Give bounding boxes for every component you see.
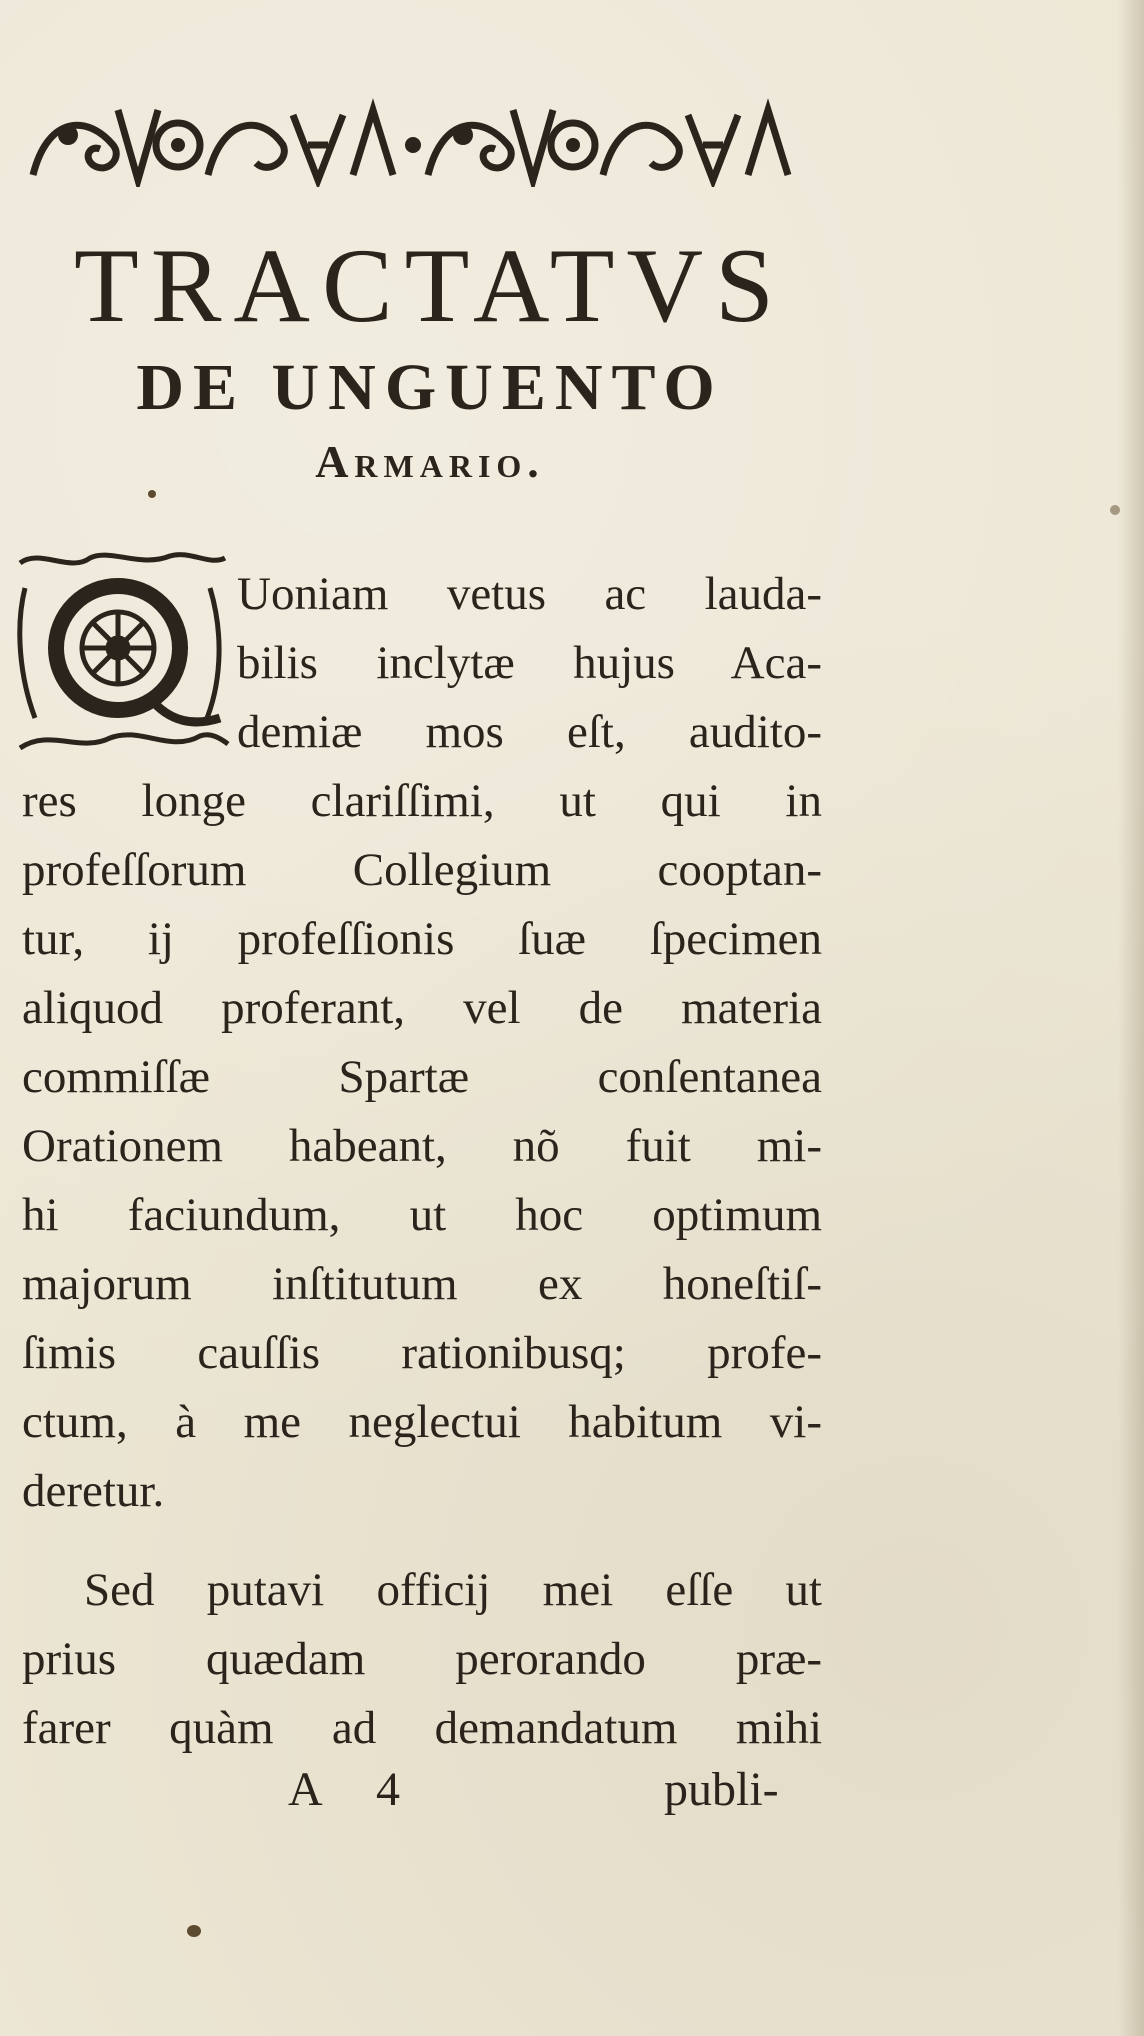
text-line: tur, ij profeſſionis ſuæ ſpecimen [22,913,822,965]
text-line: Sed putavi officij mei eſſe ut [84,1564,822,1616]
ornament-unit [428,110,788,180]
paper-speck [148,490,156,498]
headpiece-ornament [28,95,808,187]
title-subtitle-armario: Armario. [315,436,545,487]
text-line: farer quàm ad demandatum mihi [22,1702,822,1754]
title-main: TRACTATVS [73,227,786,344]
paper-speck [1110,505,1120,515]
paper-speck [187,1925,201,1937]
text-line: ſimis cauſſis rationibusq; profe- [22,1327,822,1379]
title-subtitle: DE UNGUENTO [136,351,724,424]
text-line: deretur. [22,1465,165,1517]
text-line: majorum inſtitutum ex honeſtiſ- [22,1258,822,1310]
text-line: prius quædam perorando præ- [22,1633,822,1685]
text-line: aliquod proferant, vel de materia [22,982,822,1034]
text-line: ctum, à me neglectui habitum vi- [22,1396,822,1448]
text-line: commiſſæ Spartæ conſentanea [22,1051,822,1103]
text-line: bilis inclytæ hujus Aca- [237,637,822,689]
page-edge-shadow [1118,0,1144,2036]
paragraph-2 [22,1556,822,1763]
text-line: res longe clariſſimi, ut qui in [22,775,822,827]
text-line: Uoniam vetus ac lauda- [237,568,822,620]
text-line: profeſſorum Collegium cooptan- [22,844,822,896]
paragraph-1 [22,560,822,1526]
signature-mark: A 4 [288,1763,423,1816]
text-line: Orationem habeant, nõ fuit mi- [22,1120,822,1172]
text-line: demiæ mos eſt, audito- [237,706,822,758]
ornament-unit [33,110,421,180]
text-line: hi faciundum, ut hoc optimum [22,1189,822,1241]
catchword: publi- [664,1763,779,1816]
